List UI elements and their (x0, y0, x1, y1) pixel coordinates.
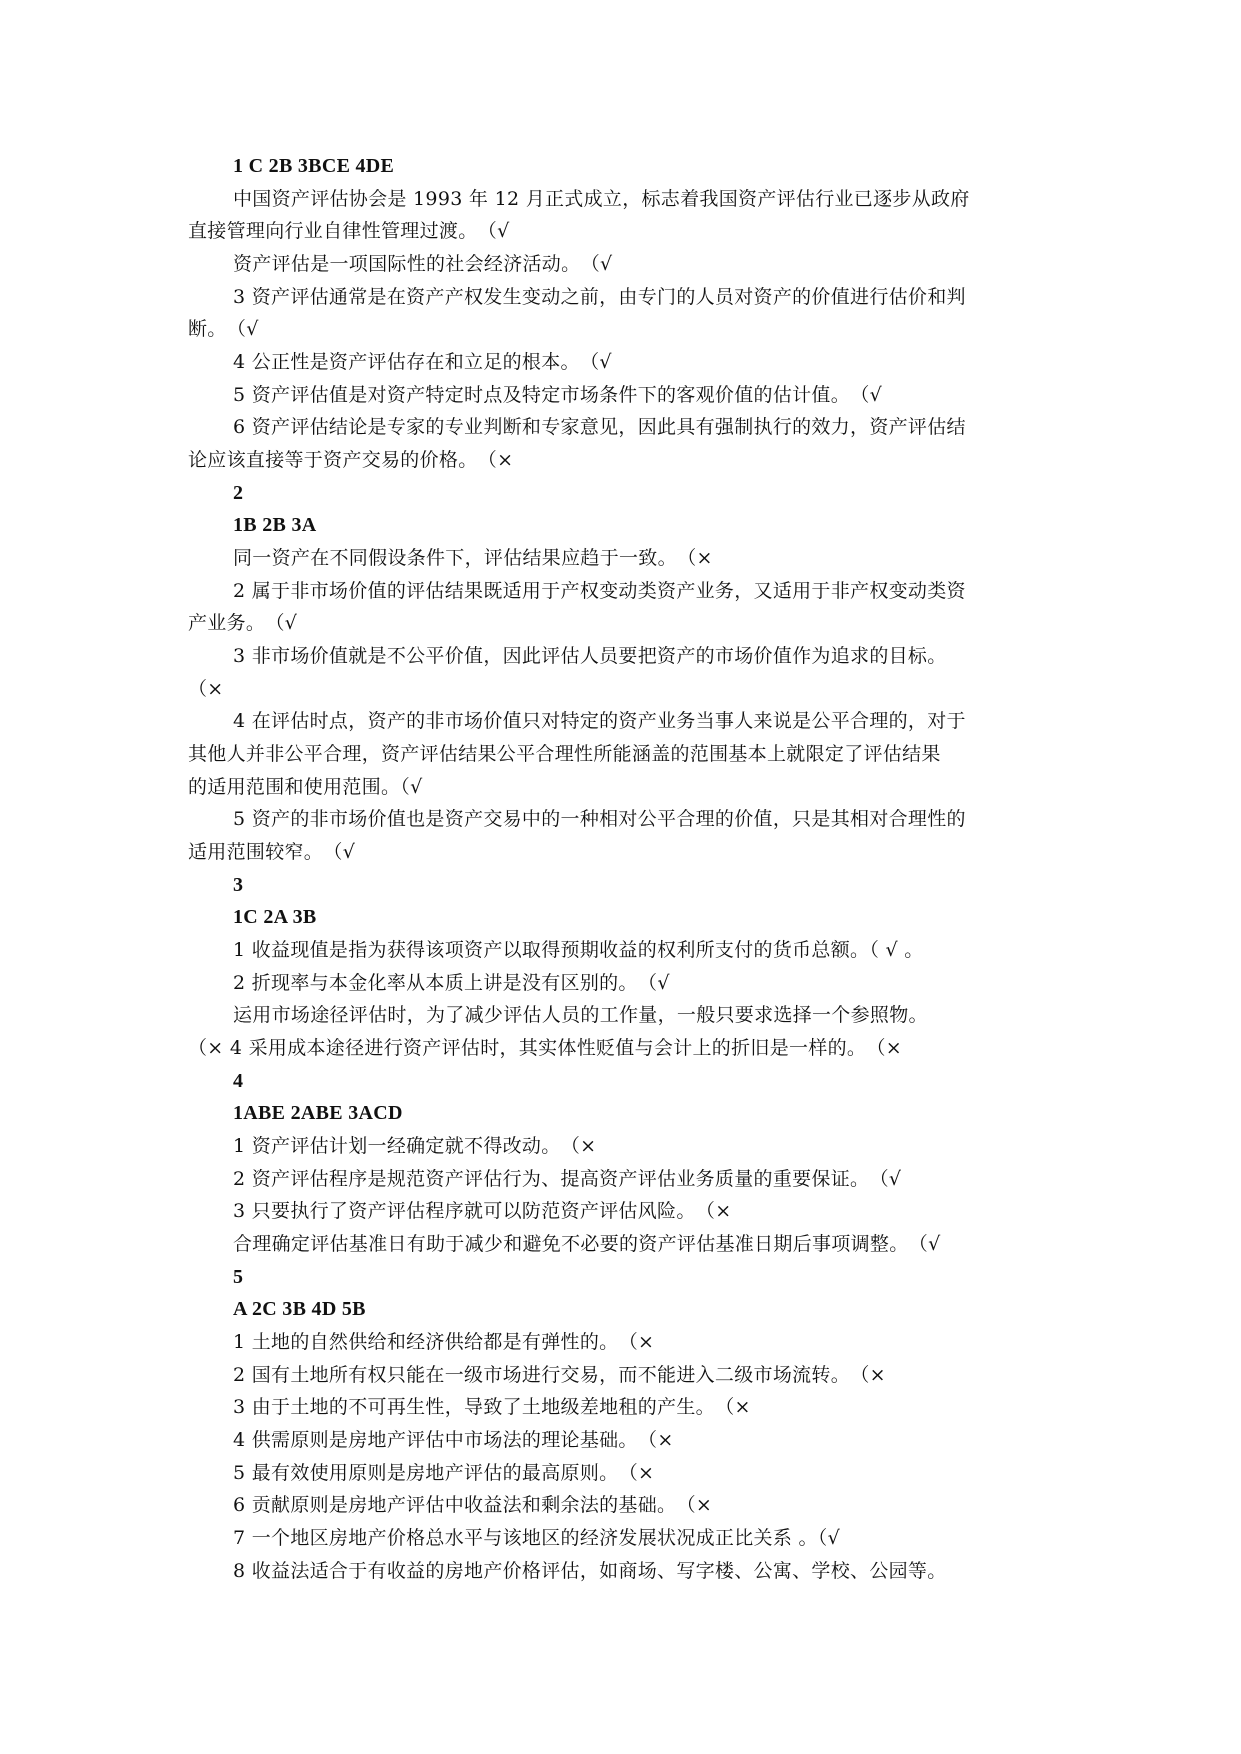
text-line: 1 资产评估计划一经确定就不得改动。 （× (233, 1135, 597, 1157)
text-line: 论应该直接等于资产交易的价格。 （× (188, 449, 514, 471)
text-line: 8 收益法适合于有收益的房地产价格评估，如商场、写字楼、公寓、学校、公园等。 (233, 1560, 947, 1582)
section-number: 4 (233, 1070, 244, 1092)
section-number: 3 (233, 874, 244, 896)
answer-key-line: 1C 2A 3B (233, 906, 317, 928)
answer-key-line: 1B 2B 3A (233, 514, 317, 536)
text-line: 5 最有效使用原则是房地产评估的最高原则。 （× (233, 1462, 655, 1484)
answer-key-line: 1 C 2B 3BCE 4DE (233, 155, 395, 177)
text-line: 2 国有土地所有权只能在一级市场进行交易，而不能进入二级市场流转。 （× (233, 1364, 886, 1386)
text-line: 3 资产评估通常是在资产产权发生变动之前，由专门的人员对资产的价值进行估价和判 (233, 286, 966, 308)
text-line: 断。 （√ (188, 318, 259, 340)
text-line: 同一资产在不同假设条件下，评估结果应趋于一致。 （× (233, 547, 713, 569)
text-line: 1 收益现值是指为获得该项资产以取得预期收益的权利所支付的货币总额。（ √ 。 (233, 939, 924, 961)
section-number: 5 (233, 1266, 244, 1288)
text-line: 2 属于非市场价值的评估结果既适用于产权变动类资产业务，又适用于非产权变动类资 (233, 580, 966, 602)
text-line: 中国资产评估协会是 1993 年 12 月正式成立，标志着我国资产评估行业已逐步从政府 (233, 188, 970, 210)
text-line: 7 一个地区房地产价格总水平与该地区的经济发展状况成正比关系 。（√ (233, 1527, 840, 1549)
text-line: 3 非市场价值就是不公平价值，因此评估人员要把资产的市场价值作为追求的目标。 (233, 645, 947, 667)
answer-key-line: A 2C 3B 4D 5B (233, 1298, 366, 1320)
text-line: （× 4 采用成本途径进行资产评估时，其实体性贬值与会计上的折旧是一样的。 （× (188, 1037, 903, 1059)
text-line: 4 公正性是资产评估存在和立足的根本。 （√ (233, 351, 612, 373)
text-line: 3 只要执行了资产评估程序就可以防范资产评估风险。 （× (233, 1200, 732, 1222)
text-line: 其他人并非公平合理，资产评估结果公平合理性所能涵盖的范围基本上就限定了评估结果 (188, 743, 941, 765)
text-line: 资产评估是一项国际性的社会经济活动。 （√ (233, 253, 613, 275)
text-line: 的适用范围和使用范围。（√ (188, 776, 423, 798)
text-line: 4 供需原则是房地产评估中市场法的理论基础。 （× (233, 1429, 674, 1451)
answer-key-line: 1ABE 2ABE 3ACD (233, 1102, 403, 1124)
text-line: （× (188, 678, 224, 700)
text-line: 合理确定评估基准日有助于减少和避免不必要的资产评估基准日期后事项调整。 （√ (233, 1233, 941, 1255)
text-line: 2 资产评估程序是规范资产评估行为、提高资产评估业务质量的重要保证。 （√ (233, 1168, 902, 1190)
text-line: 5 资产的非市场价值也是资产交易中的一种相对公平合理的价值，只是其相对合理性的 (233, 808, 966, 830)
text-line: 6 贡献原则是房地产评估中收益法和剩余法的基础。 （× (233, 1494, 713, 1516)
text-line: 3 由于土地的不可再生性，导致了土地级差地租的产生。 （× (233, 1396, 751, 1418)
text-line: 运用市场途径评估时，为了减少评估人员的工作量，一般只要求选择一个参照物。 (233, 1004, 928, 1026)
text-line: 6 资产评估结论是专家的专业判断和专家意见，因此具有强制执行的效力，资产评估结 (233, 416, 966, 438)
text-line: 5 资产评估值是对资产特定时点及特定市场条件下的客观价值的估计值。 （√ (233, 384, 883, 406)
text-line: 直接管理向行业自律性管理过渡。 （√ (188, 220, 510, 242)
text-line: 2 折现率与本金化率从本质上讲是没有区别的。 （√ (233, 972, 670, 994)
text-line: 适用范围较窄。 （√ (188, 841, 356, 863)
section-number: 2 (233, 482, 244, 504)
text-line: 4 在评估时点，资产的非市场价值只对特定的资产业务当事人来说是公平合理的，对于 (233, 710, 966, 732)
text-line: 1 土地的自然供给和经济供给都是有弹性的。 （× (233, 1331, 655, 1353)
text-line: 产业务。 （√ (188, 612, 298, 634)
